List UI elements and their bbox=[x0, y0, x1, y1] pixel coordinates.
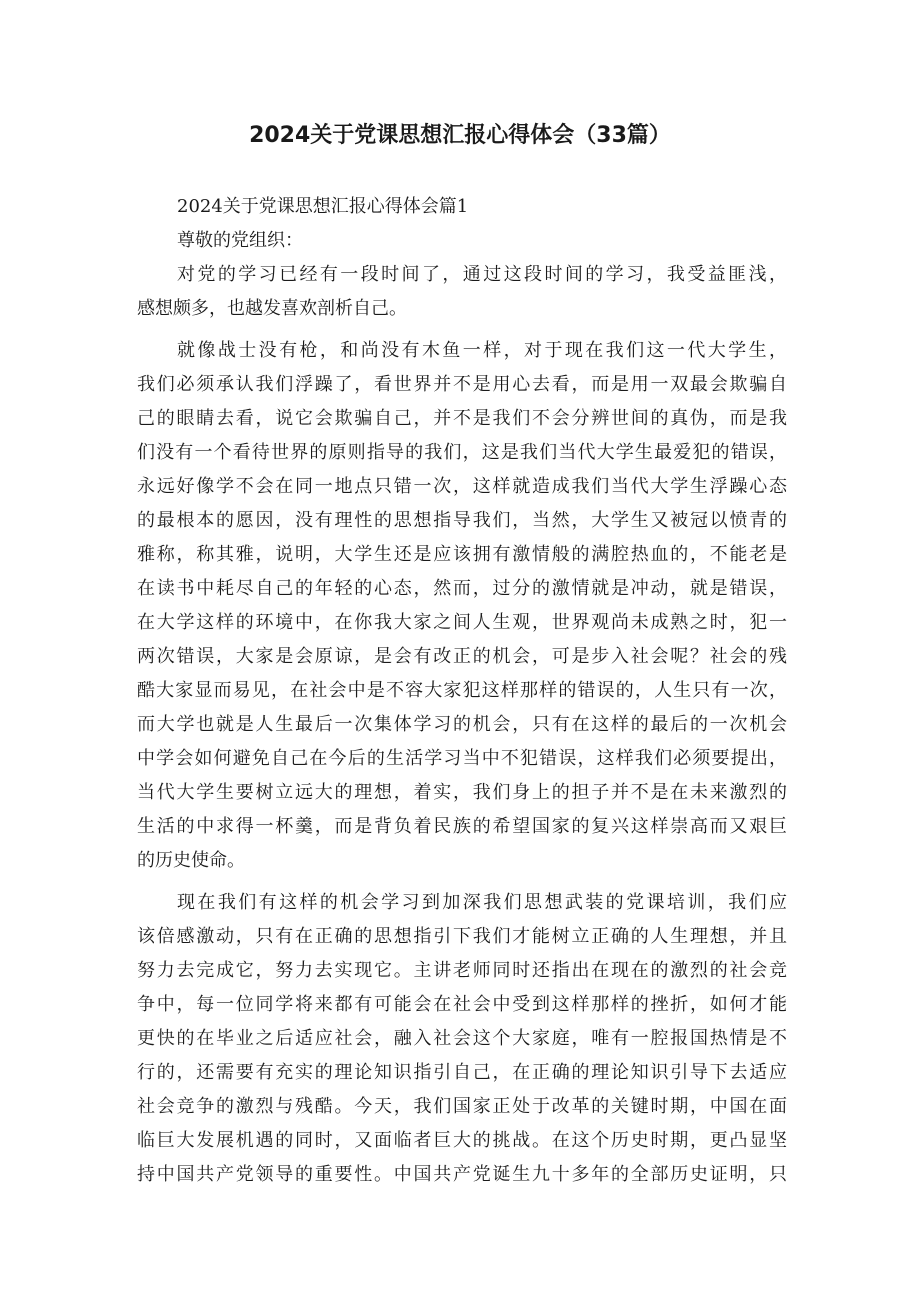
paragraph-line: 在大学这样的环境中，在你我大家之间人生观，世界观尚未成熟之时，犯一 bbox=[137, 612, 787, 633]
paragraph-line: 更快的在毕业之后适应社会，融入社会这个大家庭，唯有一腔报国热情是不 bbox=[137, 1028, 787, 1049]
paragraph-line: 争中，每一位同学将来都有可能会在社会中受到这样那样的挫折，如何才能 bbox=[137, 994, 787, 1015]
paragraph-line: 们没有一个看待世界的原则指导的我们，这是我们当代大学生最爱犯的错误， bbox=[137, 442, 787, 463]
paragraph-line: 的历史使命。 bbox=[137, 850, 245, 871]
document-body bbox=[137, 190, 787, 1192]
paragraph-line: 临巨大发展机遇的同时，又面临者巨大的挑战。在这个历史时期，更凸显坚 bbox=[137, 1130, 787, 1151]
paragraph-line: 生活的中求得一杯羹，而是背负着民族的希望国家的复兴这样崇高而又艰巨 bbox=[137, 816, 787, 837]
section-heading: 2024关于党课思想汇报心得体会篇1 bbox=[177, 196, 469, 217]
paragraph-line: 而大学也就是人生最后一次集体学习的机会，只有在这样的最后的一次机会 bbox=[137, 714, 787, 735]
paragraph-line: 就像战士没有枪，和尚没有木鱼一样，对于现在我们这一代大学生， bbox=[177, 340, 787, 361]
paragraph-line: 感想颇多，也越发喜欢剖析自己。 bbox=[137, 298, 407, 319]
paragraph-line: 己的眼睛去看，说它会欺骗自己，并不是我们不会分辨世间的真伪，而是我 bbox=[137, 408, 787, 429]
paragraph-line: 当代大学生要树立远大的理想，着实，我们身上的担子并不是在未来激烈的 bbox=[137, 782, 787, 803]
paragraph-line: 现在我们有这样的机会学习到加深我们思想武装的党课培训，我们应 bbox=[177, 892, 787, 913]
paragraph-line: 对党的学习已经有一段时间了，通过这段时间的学习，我受益匪浅， bbox=[177, 264, 787, 285]
paragraph-line: 酷大家显而易见，在社会中是不容大家犯这样那样的错误的，人生只有一次， bbox=[137, 680, 787, 701]
paragraph-line: 两次错误，大家是会原谅，是会有改正的机会，可是步入社会呢？社会的残 bbox=[137, 646, 787, 667]
paragraph-line: 的最根本的愿因，没有理性的思想指导我们，当然，大学生又被冠以愤青的 bbox=[137, 510, 787, 531]
document-title: 2024关于党课思想汇报心得体会（33篇） bbox=[249, 123, 671, 148]
paragraph-line: 持中国共产党领导的重要性。中国共产党诞生九十多年的全部历史证明，只 bbox=[137, 1164, 787, 1185]
paragraph-line: 我们必须承认我们浮躁了，看世界并不是用心去看，而是用一双最会欺骗自 bbox=[137, 374, 787, 395]
paragraph-line: 努力去完成它，努力去实现它。主讲老师同时还指出在现在的激烈的社会竞 bbox=[137, 960, 787, 981]
salutation: 尊敬的党组织： bbox=[177, 230, 303, 251]
paragraph-line: 永远好像学不会在同一地点只错一次，这样就造成我们当代大学生浮躁心态 bbox=[137, 476, 787, 497]
paragraph-line: 该倍感激动，只有在正确的思想指引下我们才能树立正确的人生理想，并且 bbox=[137, 926, 787, 947]
paragraph-line: 行的，还需要有充实的理论知识指引自己，在正确的理论知识引导下去适应 bbox=[137, 1062, 787, 1083]
paragraph-line: 中学会如何避免自己在今后的生活学习当中不犯错误，这样我们必须要提出， bbox=[137, 748, 787, 769]
paragraph-line: 社会竞争的激烈与残酷。今天，我们国家正处于改革的关键时期，中国在面 bbox=[137, 1096, 787, 1117]
paragraph-line: 在读书中耗尽自己的年轻的心态，然而，过分的激情就是冲动，就是错误， bbox=[137, 578, 787, 599]
paragraph-line: 雅称，称其雅，说明，大学生还是应该拥有激情般的满腔热血的，不能老是 bbox=[137, 544, 787, 565]
